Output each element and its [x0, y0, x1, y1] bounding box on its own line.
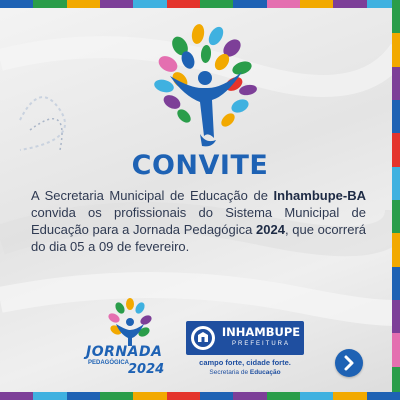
- prefeitura-logo: [186, 321, 304, 385]
- right-color-stripe: [392, 0, 400, 400]
- jornada-tree-icon: [86, 298, 176, 348]
- invitation-text-part-1: A Secretaria Municipal de Educação de: [31, 188, 274, 203]
- event-year: 2024: [256, 222, 285, 237]
- invitation-text: [31, 187, 366, 255]
- jornada-word: JORNADA: [86, 344, 163, 360]
- city-slogan: campo forte, cidade forte.: [199, 358, 291, 367]
- city-seal-icon: [190, 325, 216, 351]
- jornada-sub: PEDAGÓGICA: [88, 360, 130, 366]
- prefeitura-banner: [186, 321, 304, 355]
- jornada-year: 2024: [128, 362, 165, 377]
- city-name: Inhambupe-BA: [273, 188, 366, 203]
- prefeitura-label: PREFEITURA: [231, 341, 290, 347]
- next-slide-button[interactable]: [335, 349, 363, 377]
- invitation-text-part-2: convida os profissionais do Sistema Municipal de Educação para a Jornada Pedagógica: [31, 205, 366, 237]
- page-title: CONVITE: [131, 150, 269, 181]
- jornada-pedagogica-logo: [86, 298, 176, 380]
- invitation-text-part-3: , que ocorrerá do dia 05 a 09 de fevereiro.: [31, 222, 367, 254]
- chevron-right-icon: [335, 349, 363, 377]
- education-tree-icon: [150, 16, 260, 156]
- department-name: Educação: [249, 369, 281, 376]
- department-label: [186, 369, 304, 376]
- bottom-color-stripe: [0, 392, 400, 400]
- department-prefix: Secretaria de: [209, 369, 250, 376]
- top-color-stripe: [0, 0, 400, 8]
- city-name-logo: INHAMBUPE: [221, 325, 301, 339]
